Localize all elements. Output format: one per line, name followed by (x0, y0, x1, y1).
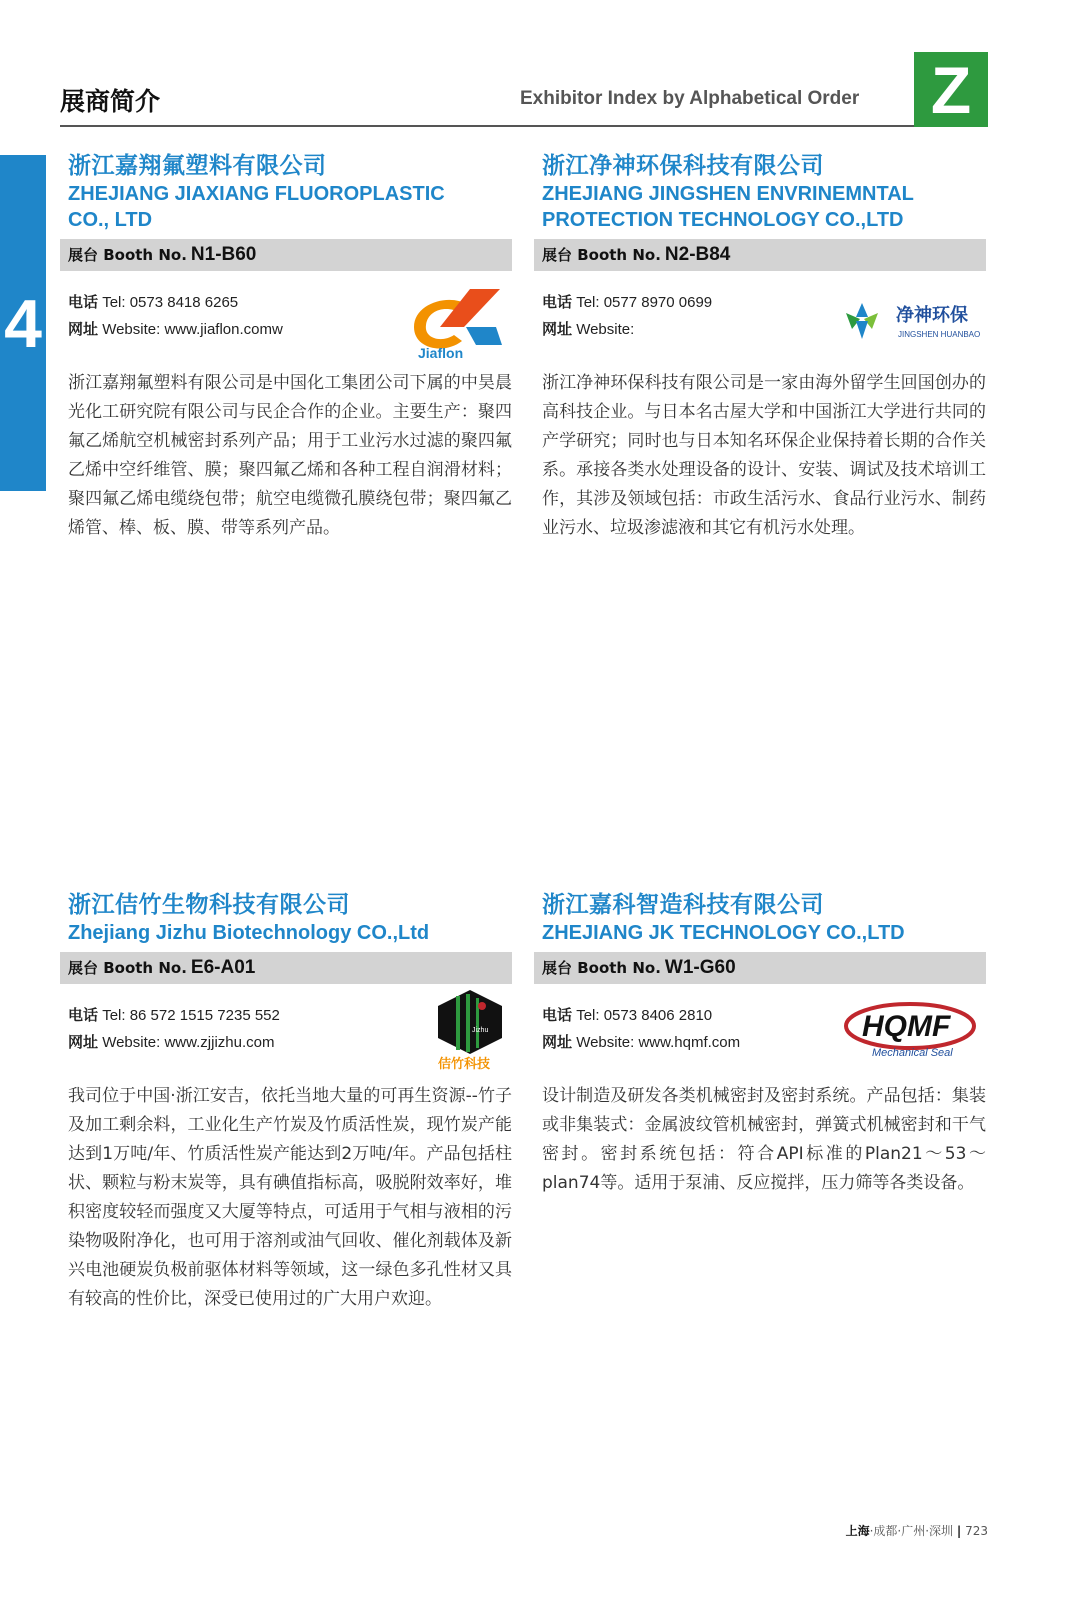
exhibitor-name-en: ZHEJIANG JINGSHEN ENVRINEMNTAL PROTECTION TECHNOLOGY CO.,LTD (542, 183, 914, 231)
booth-number: W1-G60 (664, 957, 736, 978)
website-label-cn: 网址 (68, 320, 99, 338)
contact-block (534, 1002, 986, 1078)
booth-label: 展台 Booth No. (542, 246, 661, 264)
tel-label-en: Tel: (102, 294, 126, 311)
booth-label: 展台 Booth No. (68, 959, 187, 977)
svg-text:Jiaflon: Jiaflon (418, 345, 464, 361)
page-title: 展商简介 (60, 87, 161, 116)
exhibitor-name-cn: 浙江嘉翔氟塑料有限公司 (68, 153, 327, 179)
contact-block (60, 1002, 512, 1078)
svg-text:净神环保: 净神环保 (896, 305, 968, 326)
tel-label-en: Tel: (576, 294, 600, 311)
exhibitor-card-jizhu (60, 890, 512, 1314)
booth-number: N1-B60 (190, 244, 257, 265)
exhibitor-description: 浙江嘉翔氟塑料有限公司是中国化工集团公司下属的中昊晨光化工研究院有限公司与民企合作的企业。主要生产：聚四氟乙烯航空机械密封系列产品；用于工业污水过滤的聚四氟乙烯中空纤维管、膜；聚四氟乙烯和各种工程自润滑材料；聚四氟乙烯电缆绕包带；航空电缆微孔膜绕包带；聚四氟乙烯管、棒、板、膜、带等系列产品。 (68, 373, 512, 538)
exhibitor-card-jk (534, 890, 986, 1198)
website-link[interactable]: www.zjjizhu.com (164, 1034, 275, 1051)
page-footer (846, 1522, 988, 1539)
exhibitor-name-cn: 浙江净神环保科技有限公司 (542, 153, 824, 179)
contact-block (60, 289, 512, 365)
chapter-number: 4 (4, 286, 42, 362)
website-label-en: Website: (102, 321, 161, 338)
booth-label: 展台 Booth No. (68, 246, 187, 264)
booth-bar (534, 952, 986, 984)
booth-bar (534, 239, 986, 271)
website-label-en: Website: (102, 1034, 161, 1051)
tel-label-cn: 电话 (542, 293, 573, 311)
exhibitor-name-en: Zhejiang Jizhu Biotechnology CO.,Ltd (68, 922, 430, 944)
booth-label: 展台 Booth No. (542, 959, 661, 977)
booth-bar (60, 239, 512, 271)
tel-value: 0573 8406 2810 (603, 1007, 713, 1024)
footer-city-main: 上海 (845, 1524, 870, 1538)
contact-block (534, 289, 986, 365)
booth-number: E6-A01 (190, 957, 256, 978)
exhibitor-description: 我司位于中国·浙江安吉，依托当地大量的可再生资源--竹子及加工剩余料，工业化生产竹炭及竹质活性炭，现竹炭产能达到1万吨/年、竹质活性炭产能达到2万吨/年。产品包括柱状、颗粒与粉末炭等，具有碘值指标高，吸脱附效率好，堆积密度较轻而强度又大厦等特点，可适用于气相与液相的污染物吸附净化，也可用于溶剂或油气回收、催化剂载体及新兴电池硬炭负极前驱体材料等领域，这一绿色多孔性材又具有较高的性价比，深受已使用过的广大用户欢迎。 (68, 1086, 512, 1309)
booth-number: N2-B84 (664, 244, 731, 265)
exhibitor-name-en: ZHEJIANG JIAXIANG FLUOROPLASTIC CO., LTD (68, 183, 445, 231)
footer-separator: | (956, 1524, 962, 1538)
header-divider (60, 125, 988, 127)
jingshen-logo (842, 299, 980, 347)
exhibitor-name-en: ZHEJIANG JK TECHNOLOGY CO.,LTD (542, 922, 905, 944)
jiaflon-logo (410, 283, 506, 365)
svg-text:Jizhu: Jizhu (472, 1027, 489, 1034)
booth-bar (60, 952, 512, 984)
svg-text:佶竹科技: 佶竹科技 (438, 1057, 491, 1070)
hqmf-logo (842, 1000, 978, 1062)
website-label-cn: 网址 (542, 320, 573, 338)
svg-text:Mechanical Seal: Mechanical Seal (872, 1047, 953, 1058)
page-number: 723 (965, 1524, 988, 1538)
tel-label-cn: 电话 (542, 1006, 573, 1024)
exhibitor-card-jiaxiang (60, 151, 512, 543)
website-label-cn: 网址 (68, 1033, 99, 1051)
tel-label-cn: 电话 (68, 1006, 99, 1024)
page-subtitle: Exhibitor Index by Alphabetical Order (520, 88, 860, 109)
alphabet-letter-badge: Z (914, 52, 988, 127)
tel-value: 0573 8418 6265 (129, 294, 239, 311)
exhibitor-description: 设计制造及研发各类机械密封及密封系统。产品包括：集装或非集装式：金属波纹管机械密封，弹簧式机械密封和干气密封。密封系统包括：符合API标准的Plan21～53～plan74等。适用于泵浦、反应搅拌，压力筛等各类设备。 (542, 1086, 986, 1193)
website-link[interactable]: www.jiaflon.comw (164, 321, 283, 338)
exhibitor-name-cn: 浙江佶竹生物科技有限公司 (68, 892, 350, 918)
jizhu-logo (432, 988, 508, 1074)
website-label-en: Website: (576, 321, 635, 338)
exhibitor-name-cn: 浙江嘉科智造科技有限公司 (542, 892, 824, 918)
svg-text:HQMF: HQMF (862, 1010, 951, 1043)
exhibitor-description: 浙江净神环保科技有限公司是一家由海外留学生回国创办的高科技企业。与日本名古屋大学和中国浙江大学进行共同的产学研究；同时也与日本知名环保企业保持着长期的合作关系。承接各类水处理设备的设计、安装、调试及技术培训工作，其涉及领域包括：市政生活污水、食品行业污水、制药业污水、垃圾渗滤液和其它有机污水处理。 (542, 373, 986, 538)
tel-label-en: Tel: (102, 1007, 126, 1024)
website-link[interactable]: www.hqmf.com (638, 1034, 741, 1051)
svg-text:JINGSHEN HUANBAO: JINGSHEN HUANBAO (898, 330, 980, 339)
tel-label-en: Tel: (576, 1007, 600, 1024)
tel-value: 0577 8970 0699 (603, 294, 713, 311)
tel-label-cn: 电话 (68, 293, 99, 311)
website-label-cn: 网址 (542, 1033, 573, 1051)
website-label-en: Website: (576, 1034, 635, 1051)
exhibitor-card-jingshen (534, 151, 986, 543)
tel-value: 86 572 1515 7235 552 (129, 1007, 280, 1024)
footer-cities: ·成都·广州·深圳 (869, 1524, 954, 1538)
